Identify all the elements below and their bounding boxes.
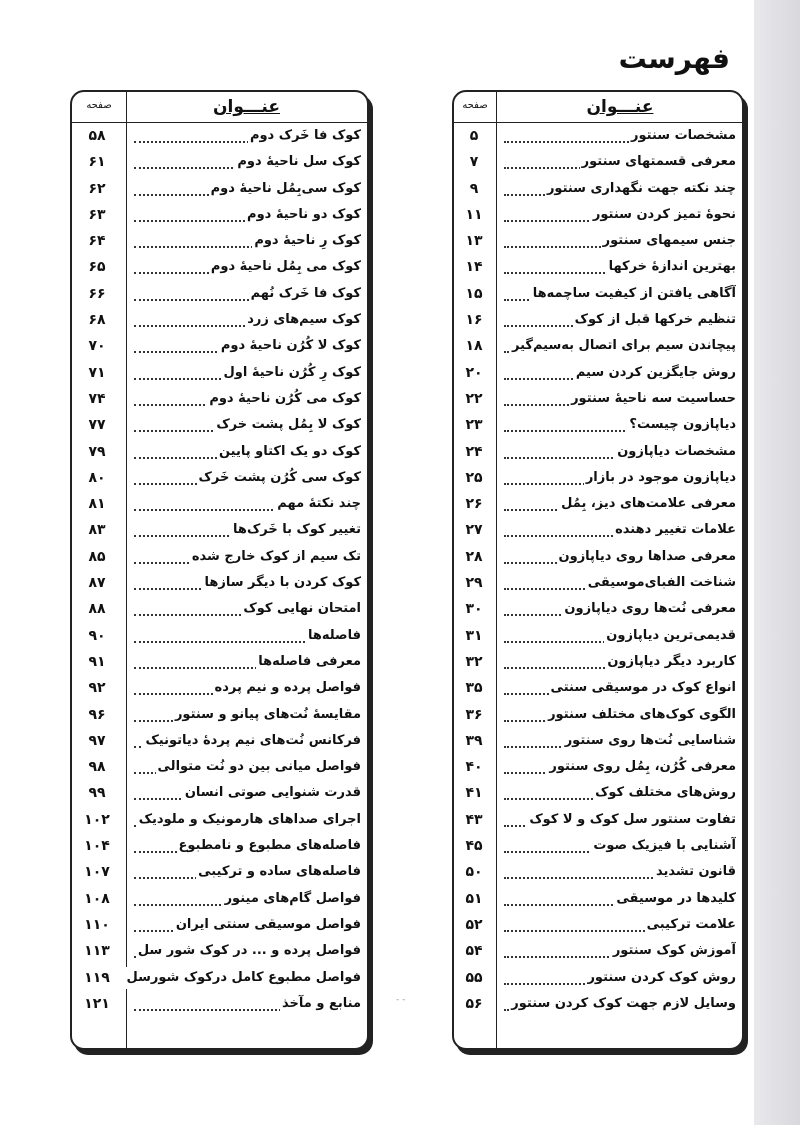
toc-entry <box>72 674 367 700</box>
toc-entry-title: روش جایگزین کردن سیم <box>574 362 736 384</box>
toc-entry-title: شناسایی نُت‌ها روی سنتور <box>563 730 736 752</box>
toc-entry-title-cell <box>498 253 742 279</box>
toc-entry-title-cell <box>498 516 742 542</box>
toc-entry-page: ۵۴ <box>465 943 483 960</box>
toc-entry-page: ۲۶ <box>465 496 483 513</box>
toc-right-header <box>454 92 742 123</box>
toc-entry-page: ۳۶ <box>465 706 483 723</box>
toc-entry <box>72 253 367 279</box>
toc-entry-page: ۲۴ <box>465 443 483 460</box>
toc-entry-title-cell <box>128 227 367 253</box>
toc-entry-title: روش‌های مختلف کوک <box>593 782 736 804</box>
toc-entry-title: فواصل میانی بین دو نُت متوالی <box>156 756 361 778</box>
toc-entry-title: فاصله‌های ساده و ترکیبی <box>196 861 361 883</box>
toc-entry-title-cell <box>128 674 367 700</box>
scan-mark: - - <box>396 995 406 1005</box>
toc-entry <box>72 227 367 253</box>
toc-entry-title: تغییر کوک با خَرک‌ها <box>231 519 361 541</box>
toc-entry-title: کوک کردن با دیگر سازها <box>202 572 361 594</box>
toc-entry-title-cell <box>498 648 742 674</box>
toc-entry-page: ۶۴ <box>88 233 106 250</box>
toc-entry-page: ۷۷ <box>88 417 106 434</box>
toc-entry-title-cell <box>128 753 367 779</box>
toc-entry-title: تفاوت سنتور سل کوک و لا کوک <box>527 809 736 831</box>
toc-entry-page: ۱۱۳ <box>84 943 110 960</box>
toc-entry-page: ۱۸ <box>465 338 483 355</box>
toc-entry-title: تک سیم از کوک خارج شده <box>190 546 361 568</box>
toc-entry-title: معرفی نُت‌ها روی دیاپازون <box>562 598 736 620</box>
toc-entry <box>454 385 742 411</box>
toc-entry-page: ۱۰۸ <box>84 890 110 907</box>
toc-entry <box>72 727 367 753</box>
toc-entry-title: کوک فا خَرک دوم <box>248 125 361 147</box>
toc-entry-title-cell <box>128 411 367 437</box>
toc-entry <box>72 201 367 227</box>
toc-entry <box>72 832 367 858</box>
toc-entry-title: جنس سیمهای سنتور <box>601 230 736 252</box>
toc-entry <box>72 411 367 437</box>
toc-entry-title-cell <box>498 490 742 516</box>
toc-entry-title: کوک رِ ناحیهٔ دوم <box>252 230 361 252</box>
toc-entry-page: ۱۰۴ <box>84 838 110 855</box>
toc-entry-title: کلیدها در موسیقی <box>614 888 736 910</box>
toc-entry-title-cell <box>128 701 367 727</box>
toc-entry-title-cell <box>128 543 367 569</box>
toc-entry-title-cell <box>498 280 742 306</box>
toc-entry <box>454 595 742 621</box>
toc-entry-page: ۵۸ <box>88 128 106 144</box>
toc-entry-title-cell <box>128 359 367 385</box>
toc-entry-page: ۵ <box>469 128 479 144</box>
header-title: عنـــوان <box>586 97 654 117</box>
toc-entry-title: اجرای صداهای هارمونیک و ملودیک <box>137 809 361 831</box>
toc-entry-title-cell <box>128 306 367 332</box>
toc-entry <box>454 648 742 674</box>
toc-entry-page: ۱۵ <box>465 285 483 302</box>
toc-entry <box>454 227 742 253</box>
toc-entry-title-cell <box>498 858 742 884</box>
toc-entry-page: ۵۱ <box>465 890 483 907</box>
toc-entry <box>72 385 367 411</box>
toc-entry-title-cell <box>128 622 367 648</box>
toc-entry-page: ۶۳ <box>88 206 106 223</box>
toc-entry <box>72 753 367 779</box>
toc-entry-title: فواصل موسیقی سنتی ایران <box>174 914 361 936</box>
toc-entry-title-cell <box>498 674 742 700</box>
toc-entry-page: ۵۰ <box>465 864 483 881</box>
toc-entry <box>454 858 742 884</box>
toc-entry <box>454 464 742 490</box>
toc-entry-title-cell <box>128 569 367 595</box>
toc-entry-page: ۱۱ <box>465 206 483 223</box>
toc-entry-page: ۳۰ <box>465 601 483 618</box>
toc-entry-page: ۶۵ <box>88 259 106 276</box>
header-page-label: صفحه <box>462 100 488 111</box>
toc-entry-page: ۹ <box>469 180 479 197</box>
toc-entry-title-cell <box>498 359 742 385</box>
toc-entry-page: ۳۵ <box>465 680 483 697</box>
toc-entry-title-cell <box>128 332 367 358</box>
toc-entry-title-cell <box>128 464 367 490</box>
toc-entry-page: ۹۱ <box>88 653 106 670</box>
toc-entry-title-cell <box>498 306 742 332</box>
toc-entry-title-cell <box>128 648 367 674</box>
toc-entry-title: کوک لا کُرُن ناحیهٔ دوم <box>219 335 361 357</box>
toc-entry <box>454 622 742 648</box>
toc-entry-title-cell <box>128 911 367 937</box>
toc-entry <box>454 701 742 727</box>
toc-entry <box>454 359 742 385</box>
toc-entry <box>454 516 742 542</box>
toc-entry-page: ۹۷ <box>88 732 106 749</box>
toc-entry-title: علامات تغییر دهنده <box>613 519 736 541</box>
toc-entry-title-cell <box>128 438 367 464</box>
toc-entry-title: بهترین اندازهٔ خرکها <box>607 256 736 278</box>
toc-entry <box>454 175 742 201</box>
toc-entry <box>454 779 742 805</box>
toc-entry <box>72 332 367 358</box>
toc-entry-title: دیاپازون چیست؟ <box>627 414 736 436</box>
toc-entry <box>454 148 742 174</box>
toc-entry-title: معرفی علامت‌های دیز، بِمُل <box>559 493 736 515</box>
toc-entry-title: فاصله‌ها <box>306 625 361 647</box>
toc-entry-page: ۷۰ <box>88 338 106 355</box>
toc-entry <box>72 885 367 911</box>
toc-entry-page: ۸۱ <box>88 496 106 513</box>
toc-entry-title: چند نکته جهت نگهداری سنتور <box>545 178 736 200</box>
toc-entry-page: ۲۵ <box>465 469 483 486</box>
toc-entry-page: ۸۵ <box>88 548 106 565</box>
toc-entry-page: ۷ <box>469 154 479 171</box>
toc-entry-title: کوک دو ناحیهٔ دوم <box>245 204 361 226</box>
toc-entry-title-cell <box>128 858 367 884</box>
toc-entry-page: ۱۲۱ <box>84 995 110 1012</box>
toc-entry-title: کوک رِ کُرُن ناحیهٔ اول <box>222 362 362 384</box>
header-page-label: صفحه <box>86 100 112 111</box>
toc-entry-title: آموزش کوک سنتور <box>611 940 736 962</box>
toc-entry-title: کوک می بِمُل ناحیهٔ دوم <box>209 256 361 278</box>
toc-entry-title-cell <box>498 332 742 358</box>
toc-entry-page: ۴۳ <box>465 811 483 828</box>
toc-entry-page: ۶۸ <box>88 312 106 329</box>
toc-entry-page: ۱۳ <box>465 233 483 250</box>
toc-entry-title-cell <box>498 543 742 569</box>
toc-entry-title: کوک سل ناحیهٔ دوم <box>235 151 361 173</box>
toc-entry-page: ۱۱۰ <box>84 916 110 933</box>
toc-entry <box>454 122 742 148</box>
toc-entry-title-cell <box>498 175 742 201</box>
toc-entry-title-cell <box>128 175 367 201</box>
toc-entry <box>72 858 367 884</box>
toc-entry-page: ۲۲ <box>465 390 483 407</box>
toc-entry-title-cell <box>498 806 742 832</box>
toc-entry-page: ۹۲ <box>88 680 106 697</box>
toc-entry-page: ۲۷ <box>465 522 483 539</box>
toc-entry-title-cell <box>498 464 742 490</box>
toc-entry-title-cell <box>128 595 367 621</box>
toc-entry-title-cell <box>128 516 367 542</box>
toc-entry <box>72 122 367 148</box>
toc-entry-title: کاربرد دیگر دیاپازون <box>605 651 736 673</box>
toc-entry-page: ۹۰ <box>88 627 106 644</box>
toc-entry-title-cell <box>498 201 742 227</box>
toc-entry-title-cell <box>128 148 367 174</box>
toc-entry <box>454 201 742 227</box>
toc-entry-title: قدیمی‌ترین دیاپازون <box>604 625 736 647</box>
toc-entry-title-cell <box>498 701 742 727</box>
toc-entry <box>454 806 742 832</box>
toc-entry-page: ۱۰۲ <box>84 811 110 828</box>
toc-entry-page: ۱۰۷ <box>84 864 110 881</box>
toc-entry <box>72 911 367 937</box>
toc-left-rows <box>72 122 367 1016</box>
toc-entry-title-cell <box>498 148 742 174</box>
toc-entry-title-cell <box>128 832 367 858</box>
toc-entry-page: ۸۳ <box>88 522 106 539</box>
toc-entry <box>454 674 742 700</box>
toc-entry-title-cell <box>498 385 742 411</box>
header-title: عنـــوان <box>213 97 280 117</box>
toc-entry <box>72 359 367 385</box>
toc-entry-page: ۸۸ <box>88 601 106 618</box>
toc-left-header <box>72 92 367 123</box>
toc-entry <box>454 332 742 358</box>
toc-entry-title: کوک دو یک اکتاو پایین <box>217 441 361 463</box>
toc-entry-title: مشخصات سنتور <box>629 125 736 147</box>
toc-entry <box>454 911 742 937</box>
toc-entry-title-cell <box>498 832 742 858</box>
toc-entry-title: کوک سی‌بِمُل ناحیهٔ دوم <box>209 178 361 200</box>
toc-entry-title-cell <box>498 885 742 911</box>
toc-entry-title: فواصل مطبوع کامل درکوک شورسل <box>124 967 361 989</box>
toc-entry-page: ۸۰ <box>88 469 106 486</box>
toc-entry-title-cell <box>498 779 742 805</box>
toc-entry-title-cell <box>128 727 367 753</box>
toc-entry-title: مقایسهٔ نُت‌های پیانو و سنتور <box>173 704 361 726</box>
toc-entry-title: کوک لا بِمُل پشت خرک <box>214 414 361 436</box>
toc-entry <box>72 779 367 805</box>
toc-entry-page: ۱۴ <box>465 259 483 276</box>
toc-entry-title: چند نکتهٔ مهم <box>275 493 361 515</box>
toc-entry-title-cell <box>128 779 367 805</box>
toc-entry <box>454 280 742 306</box>
toc-entry <box>454 438 742 464</box>
toc-entry-title-cell <box>128 280 367 306</box>
toc-entry-page: ۴۰ <box>465 759 483 776</box>
toc-entry-page: ۴۵ <box>465 838 483 855</box>
toc-entry-title-cell <box>498 411 742 437</box>
toc-entry-title: دیاپازون موجود در بازار <box>584 467 736 489</box>
toc-entry-title: نحوهٔ تمیز کردن سنتور <box>591 204 736 226</box>
toc-entry-page: ۵۵ <box>465 969 483 986</box>
toc-entry <box>454 727 742 753</box>
toc-entry <box>72 438 367 464</box>
toc-entry <box>72 490 367 516</box>
toc-entry-title: قدرت شنوایی صوتی انسان <box>183 782 361 804</box>
toc-entry <box>72 543 367 569</box>
toc-entry-title-cell <box>498 964 742 990</box>
toc-entry <box>454 306 742 332</box>
toc-entry <box>454 990 742 1016</box>
toc-entry-title: پیچاندن سیم برای اتصال به‌سیم‌گیر <box>510 335 736 357</box>
toc-entry <box>454 569 742 595</box>
page-title: فهرست <box>618 42 730 75</box>
toc-entry-title: کوک فا خَرک نُهم <box>249 283 361 305</box>
toc-entry-page: ۷۱ <box>88 364 106 381</box>
toc-entry-title-cell <box>128 122 367 148</box>
toc-entry-title-cell <box>128 964 367 990</box>
toc-entry-title-cell <box>128 490 367 516</box>
toc-entry-title: الگوی کوک‌های مختلف سنتور <box>546 704 736 726</box>
toc-entry-title-cell <box>498 622 742 648</box>
toc-entry-title: قانون تشدید <box>654 861 736 883</box>
toc-entry-title-cell <box>498 438 742 464</box>
toc-entry-page: ۵۲ <box>465 916 483 933</box>
toc-entry <box>72 964 367 990</box>
toc-entry-page: ۱۶ <box>465 312 483 329</box>
toc-entry-page: ۷۹ <box>88 443 106 460</box>
toc-entry-title: فواصل پرده و ... در کوک شور سل <box>136 940 361 962</box>
toc-entry-page: ۳۱ <box>465 627 483 644</box>
toc-entry-title: کوک سی کُرُن پشت خَرک <box>197 467 361 489</box>
toc-entry-title-cell <box>128 253 367 279</box>
toc-entry <box>72 306 367 332</box>
toc-entry <box>72 648 367 674</box>
toc-entry <box>72 622 367 648</box>
toc-entry-title-cell <box>498 937 742 963</box>
toc-entry-title: منابع و مآخذ <box>280 993 361 1015</box>
toc-entry-title-cell <box>128 385 367 411</box>
toc-entry-page: ۳۲ <box>465 653 483 670</box>
toc-entry-page: ۴۱ <box>465 785 483 802</box>
toc-entry-title-cell <box>498 727 742 753</box>
toc-entry-page: ۹۶ <box>88 706 106 723</box>
toc-entry <box>72 990 367 1016</box>
toc-entry-title: علامت ترکیبی <box>645 914 736 936</box>
toc-entry-title: آشنایی با فیزیک صوت <box>591 835 736 857</box>
toc-entry-title-cell <box>128 937 367 963</box>
toc-entry-page: ۱۱۹ <box>84 969 110 986</box>
toc-entry <box>454 490 742 516</box>
toc-entry-title: کوک سیم‌های زرد <box>245 309 361 331</box>
toc-entry <box>72 280 367 306</box>
toc-entry <box>454 411 742 437</box>
toc-entry <box>454 543 742 569</box>
toc-entry-page: ۶۱ <box>88 154 106 171</box>
toc-right-rows <box>454 122 742 1016</box>
toc-entry-title-cell <box>498 595 742 621</box>
toc-entry-title-cell <box>128 806 367 832</box>
toc-entry-page: ۷۴ <box>88 390 106 407</box>
toc-entry-page: ۲۹ <box>465 575 483 592</box>
toc-entry-title: تنظیم خرکها قبل از کوک <box>573 309 736 331</box>
toc-entry-title: حساسیت سه ناحیهٔ سنتور <box>569 388 736 410</box>
toc-entry-title-cell <box>498 569 742 595</box>
toc-entry-title-cell <box>128 990 367 1016</box>
toc-entry-title: فواصل پرده و نیم پرده <box>213 677 361 699</box>
toc-entry-title: شناخت الفبای‌موسیقی <box>586 572 736 594</box>
toc-left-box <box>70 90 369 1050</box>
toc-entry-title-cell <box>498 122 742 148</box>
toc-entry <box>72 464 367 490</box>
toc-entry-page: ۵۶ <box>465 995 483 1012</box>
toc-entry <box>454 964 742 990</box>
toc-entry-title: آگاهی یافتن از کیفیت ساچمه‌ها <box>531 283 736 305</box>
toc-entry-title: کوک می کُرُن ناحیهٔ دوم <box>207 388 361 410</box>
toc-entry <box>72 806 367 832</box>
toc-entry-page: ۲۰ <box>465 364 483 381</box>
toc-entry <box>72 516 367 542</box>
toc-entry <box>454 832 742 858</box>
toc-entry <box>454 937 742 963</box>
toc-entry-title: معرفی فاصله‌ها <box>256 651 361 673</box>
toc-entry <box>72 701 367 727</box>
toc-entry-title: مشخصات دیاپازون <box>615 441 736 463</box>
toc-entry <box>454 885 742 911</box>
toc-entry-page: ۲۳ <box>465 417 483 434</box>
toc-entry-title: وسایل لازم جهت کوک کردن سنتور <box>509 993 736 1015</box>
toc-entry-title: فواصل گام‌های مینور <box>223 888 361 910</box>
toc-entry-title: معرفی صداها روی دیاپازون <box>557 546 736 568</box>
toc-entry-page: ۹۸ <box>88 759 106 776</box>
toc-entry <box>72 937 367 963</box>
toc-entry-page: ۲۸ <box>465 548 483 565</box>
toc-entry <box>454 753 742 779</box>
toc-entry-page: ۶۶ <box>88 285 106 302</box>
toc-entry <box>72 569 367 595</box>
toc-entry <box>72 595 367 621</box>
toc-entry-title-cell <box>128 885 367 911</box>
toc-right-box <box>452 90 744 1050</box>
toc-entry-title: معرفی کُرُن، بِمُل روی سنتور <box>547 756 736 778</box>
toc-entry-page: ۶۲ <box>88 180 106 197</box>
toc-entry <box>72 148 367 174</box>
toc-entry-title: امتحان نهایی کوک <box>241 598 361 620</box>
toc-entry-title: فرکانس نُت‌های نیم پردهٔ دیاتونیک <box>143 730 361 752</box>
toc-entry-title-cell <box>498 227 742 253</box>
toc-entry-title: انواع کوک در موسیقی سنتی <box>549 677 736 699</box>
toc-entry-page: ۳۹ <box>465 732 483 749</box>
toc-entry <box>72 175 367 201</box>
toc-entry-page: ۸۷ <box>88 575 106 592</box>
toc-entry-title-cell <box>498 990 742 1016</box>
toc-entry <box>454 253 742 279</box>
toc-entry-title-cell <box>498 911 742 937</box>
toc-entry-title-cell <box>128 201 367 227</box>
toc-entry-title: روش کوک کردن سنتور <box>585 967 736 989</box>
page-edge <box>754 0 800 1125</box>
toc-entry-page: ۹۹ <box>88 785 106 802</box>
toc-entry-title: معرفی قسمتهای سنتور <box>580 151 736 173</box>
toc-entry-title: فاصله‌های مطبوع و نامطبوع <box>177 835 361 857</box>
toc-entry-title-cell <box>498 753 742 779</box>
